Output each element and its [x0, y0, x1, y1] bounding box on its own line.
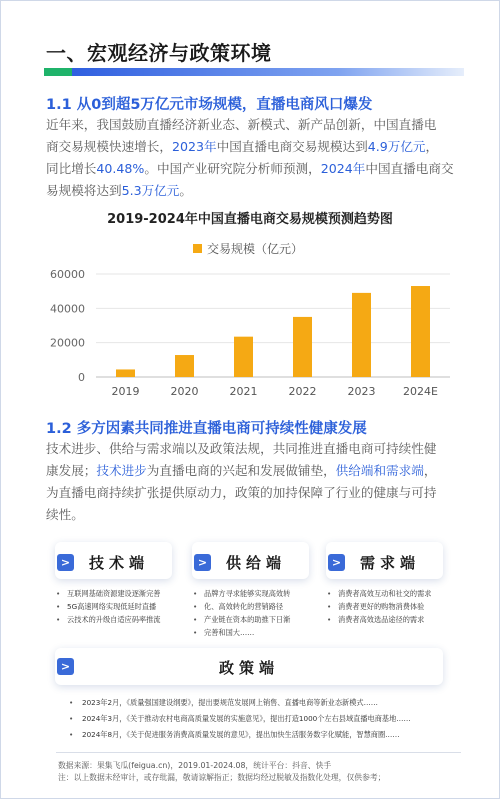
card-tech: [55, 542, 172, 579]
y-tick-label: 40000: [50, 302, 85, 316]
card-tech-list: [55, 587, 180, 626]
card-policy-title: 政策端: [218, 659, 279, 677]
bar: [234, 337, 253, 377]
x-tick-label: 2020: [170, 385, 199, 398]
chevron-right-icon: >: [328, 554, 345, 571]
y-tick-label: 20000: [50, 336, 85, 350]
chevron-right-icon: >: [57, 658, 74, 675]
x-tick-label: 2021: [229, 385, 258, 398]
card-demand-title: 需求端: [360, 554, 421, 572]
bar: [175, 355, 194, 377]
bar-chart: [0, 255, 500, 405]
list-item: • 互联网基础资源建设逐渐完善: [55, 587, 180, 600]
x-tick-label: 2023: [347, 385, 376, 398]
paragraph-1-line-1: 近年来，我国鼓励直播经济新业态、新模式、新产品创新，中国直播电: [46, 117, 437, 132]
disclaimer-note: 注：以上数据未经审计，或存纰漏，敬请谅解指正；数据均经过脱敏及指数化处理，仅供参考；: [58, 773, 386, 782]
chart-title: 2019-2024年中国直播电商交易规模预测趋势图: [107, 212, 393, 227]
chevron-right-icon: >: [57, 554, 74, 571]
card-policy-list: [68, 696, 468, 741]
list-item: • 2024年3月，《关于推动农村电商高质量发展的实施意见》，提出打造1000个左右县域直播电商基地……: [68, 712, 468, 725]
y-tick-label: 0: [78, 371, 85, 384]
paragraph-2-line-2: 康发展；技术进步为直播电商的兴起和发展做铺垫，供给端和需求端，: [46, 463, 437, 478]
footer-divider: [56, 752, 461, 753]
title-accent-bar: [44, 68, 464, 76]
card-supply-list: [192, 587, 317, 639]
list-item: • 云技术的升级自适应码率推流: [55, 613, 180, 626]
paragraph-2-line-3: 为直播电商持续扩张提供原动力，政策的加持保障了行业的健康与可持: [46, 485, 437, 500]
bar: [352, 293, 371, 377]
x-tick-label: 2019: [111, 385, 140, 398]
list-item: • 2024年8月，《关于促进服务消费高质量发展的意见》，提出加快生活服务数字化赋能，智慧商圈……: [68, 728, 468, 741]
y-tick-label: 60000: [50, 268, 85, 281]
list-item: • 5G高速网络实现低延时直播: [55, 600, 180, 613]
card-tech-title: 技术端: [89, 554, 150, 572]
card-demand-list: [326, 587, 456, 626]
section-title: 一、宏观经济与政策环境: [46, 41, 272, 65]
paragraph-2-line-1: 技术进步、供给与需求端以及政策法规，共同推进直播电商可持续性健: [46, 441, 437, 456]
list-item-continued: • 完善和国大……: [192, 626, 317, 639]
list-item: • 消费者更好的购物消费体验: [326, 600, 456, 613]
paragraph-1-line-4: 易规模将达到5.3万亿元。: [46, 183, 192, 198]
paragraph-1-line-2: 商交易规模快速增长，2023年中国直播电商交易规模达到4.9万亿元，: [46, 139, 439, 154]
x-tick-label: 2024E: [403, 385, 438, 398]
source-note: 数据来源：果集飞瓜(feigua.cn)，2019.01-2024.08，统计平台：抖音、快手: [58, 761, 332, 770]
chevron-right-icon: >: [194, 554, 211, 571]
bar: [116, 369, 135, 377]
paragraph-2-line-4: 续性。: [46, 507, 84, 522]
paragraph-1-line-3: 同比增长40.48%。中国产业研究院分析师预测，2024年中国直播电商交: [46, 161, 454, 176]
bar: [411, 286, 430, 377]
x-tick-label: 2022: [288, 385, 317, 398]
card-supply: [192, 542, 309, 579]
list-item: • 消费者高效互动和社交的需求: [326, 587, 456, 600]
list-item: • 品牌方寻求能够实现高效转: [192, 587, 317, 600]
list-item: • 2023年2月，《质量强国建设纲要》，提出要规范发展网上销售、直播电商等新业态新模式……: [68, 696, 468, 709]
list-item: • 消费者高效选品途径的需求: [326, 613, 456, 626]
legend-label: 交易规模（亿元）: [207, 242, 304, 256]
subsection-title-2: 1.2 多方因素共同推进直播电商可持续性健康发展: [46, 421, 367, 437]
card-supply-title: 供给端: [226, 554, 287, 572]
paragraph-1: [46, 114, 464, 202]
legend-swatch: [193, 244, 202, 253]
bar: [293, 317, 312, 377]
card-demand: [326, 542, 443, 579]
list-item: • 化、高效转化的营销路径: [192, 600, 317, 613]
list-item: • 产业链在资本的助推下日渐: [192, 613, 317, 626]
card-policy: [55, 648, 443, 685]
subsection-title-1: 1.1 从0到超5万亿元市场规模，直播电商风口爆发: [46, 97, 373, 113]
paragraph-2: [46, 438, 464, 526]
